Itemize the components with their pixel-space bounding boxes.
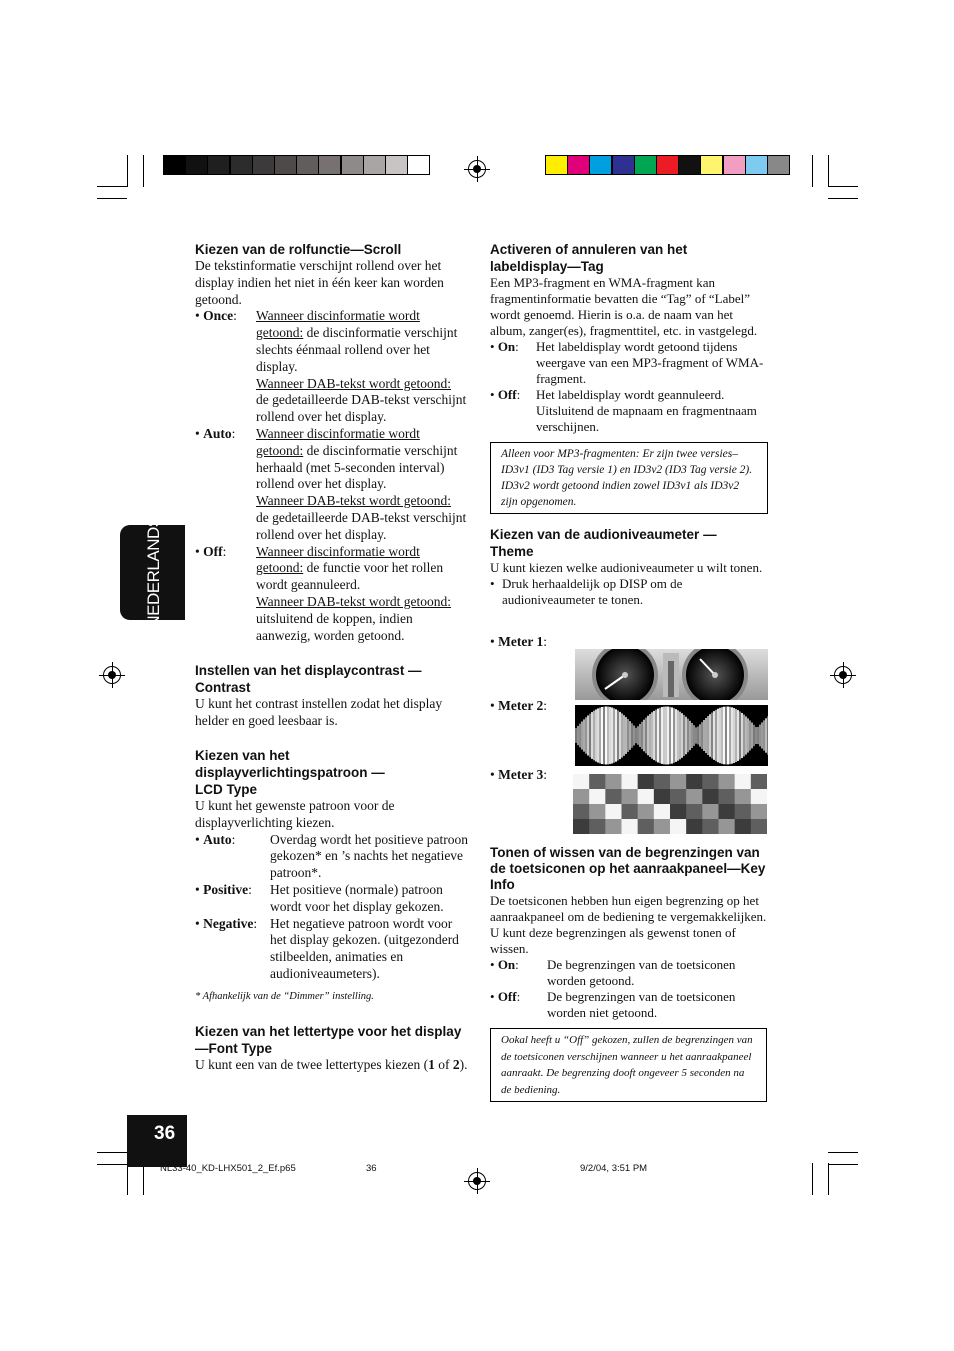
option-text: Overdag wordt het positieve patroon gekozen* en ’s nachts het negatieve patroon*. (270, 831, 468, 881)
waveform-bar (673, 708, 675, 763)
waveform-bar (707, 716, 709, 755)
font-text: U kunt een van de twee lettertypes kiezen (1 of 2). (195, 1057, 468, 1073)
meter-block (670, 774, 687, 790)
waveform-bar (703, 720, 705, 751)
waveform-bar (617, 710, 619, 760)
meter-block (719, 789, 736, 805)
waveform-bar (587, 715, 589, 755)
meter-block (605, 804, 622, 820)
waveform-bar (657, 709, 659, 763)
gray-swatch (363, 155, 386, 175)
waveform-bar (609, 707, 611, 764)
gray-swatch (163, 155, 186, 175)
waveform-bar (655, 710, 657, 762)
waveform-bar (589, 714, 591, 758)
meter-block (735, 789, 752, 805)
meter-block (622, 789, 639, 805)
waveform-bar (767, 716, 768, 754)
option-cond: Wanneer discinformatie wordt getoond: (256, 425, 420, 458)
meter-block (638, 774, 655, 790)
waveform-bar (749, 720, 751, 750)
gray-swatch (318, 155, 341, 175)
gray-swatch (207, 155, 230, 175)
tag-option-on: • On: Het labeldisplay wordt getoond tijdens weergave van een MP3-fragment of WMA-fragment. (490, 339, 764, 386)
theme-bullet: • Druk herhaaldelijk op DISP om de audioniveaumeter te tonen. (490, 576, 683, 607)
option-text: de gedetailleerde DAB-tekst verschijnt rollend over het display. (256, 509, 467, 542)
registration-mark-bottom-icon (468, 1172, 486, 1190)
color-swatch (589, 155, 612, 175)
scroll-heading: Kiezen van de rolfunctie—Scroll (195, 242, 402, 257)
meter-block (670, 789, 687, 805)
waveform-bar (581, 721, 583, 749)
option-text: uitsluitend de koppen, indien aanwezig, worden getoond. (256, 610, 413, 643)
meter-block (638, 789, 655, 805)
option-text: de functie voor het rollen wordt geannuleerd. (256, 560, 444, 593)
meter-block (751, 819, 767, 834)
option-text: De begrenzingen van de toetsiconen worden niet getoond. (547, 989, 736, 1020)
option-cond: Wanneer DAB-tekst wordt getoond: (256, 493, 451, 509)
waveform-bar (623, 715, 625, 756)
meter-block (622, 804, 639, 820)
waveform-bar (591, 712, 593, 759)
waveform-bar (735, 709, 737, 762)
waveform-bar (605, 707, 607, 765)
waveform-bar (765, 718, 767, 752)
gray-swatch (274, 155, 297, 175)
waveform-bar (625, 717, 627, 754)
meter-block (589, 774, 606, 790)
option-text: De begrenzingen van de toetsiconen worden getoond. (547, 957, 736, 988)
waveform-bar (697, 727, 699, 745)
meter-block (735, 774, 752, 790)
contrast-text: U kunt het contrast instellen zodat het display helder en goed leesbaar is. (195, 696, 443, 729)
meter-block (735, 819, 752, 834)
meter-block (702, 804, 719, 820)
waveform-bar (753, 725, 755, 746)
meter-2-image (575, 705, 768, 766)
tag-note: Alleen voor MP3-fragmenten: Er zijn twee versies– ID3v1 (ID3 Tag versie 1) en ID3v2 (ID3 Tag versie 2). ID3v2 wordt getoond indien zowel ID3v1 als ID3v2 zijn opgenomen. (490, 442, 768, 514)
lcd-heading: Kiezen van het displayverlichtingspatroon —LCD Type (195, 747, 385, 797)
waveform-bar (685, 717, 687, 755)
lcd-option-auto: • Auto: Overdag wordt het positieve patroon gekozen* en ’s nachts het negatieve patroon*. (195, 831, 468, 881)
meter-block (573, 789, 590, 805)
option-text: Het positieve (normale) patroon wordt voor het display gekozen. (270, 881, 444, 914)
waveform-bar (687, 719, 689, 753)
waveform-bar (583, 719, 585, 751)
meter-block (654, 819, 671, 834)
waveform-bar (653, 711, 655, 760)
scroll-option-off: • Off: Wanneer discinformatie wordt getoond: de functie voor het rollen wordt geannuleerd. Wanneer DAB-tekst wordt getoond: uitsluitend de koppen, indien aanwezig, worden getoond. (195, 543, 451, 643)
waveform-bar (747, 718, 749, 752)
waveform-bar (677, 710, 679, 760)
option-cond: Wanneer discinformatie wordt getoond: (256, 308, 420, 341)
waveform-bar (659, 708, 661, 764)
option-key: Auto (203, 831, 232, 847)
waveform-bar (635, 728, 637, 744)
waveform-bar (647, 716, 649, 756)
waveform-bar (629, 721, 631, 750)
registration-mark-top-icon (468, 160, 486, 178)
waveform-bar (721, 707, 723, 764)
meter-block (605, 789, 622, 805)
waveform-bar (701, 722, 703, 749)
scroll-intro: De tekstinformatie verschijnt rollend over het display indien het niet in één keer kan worden getoond. (195, 258, 444, 307)
scroll-option-auto: • Auto: Wanneer discinformatie wordt getoond: de discinformatie verschijnt herhaald (met 5-seconden interval) rollend over het display. Wanneer DAB-tekst wordt getoond: de gedetailleerde DAB-tekst verschijnt rollend over het display. (195, 425, 467, 542)
waveform-bar (639, 724, 641, 747)
waveform-bar (681, 713, 683, 758)
meter-block (719, 774, 736, 790)
registration-mark-right-icon (834, 666, 852, 684)
waveform-bar (679, 712, 681, 760)
contrast-heading: Instellen van het displaycontrast —Contrast (195, 663, 422, 696)
waveform-bar (633, 726, 635, 746)
option-key: Off (497, 387, 517, 402)
waveform-bar (575, 728, 577, 743)
waveform-bar (597, 708, 599, 762)
keyinfo-note: Ookal heeft u “Off” gekozen, zullen de begrenzingen van de toetsiconen verschijnen wanneer u het aanraakpaneel aanraakt. De begrenzing dooft ongeveer 5 seconden na de bediening. (490, 1028, 767, 1102)
waveform-bar (725, 707, 727, 765)
theme-heading: Kiezen van de audioniveaumeter —Theme (490, 527, 717, 559)
right-column (490, 241, 770, 608)
gray-swatch (385, 155, 408, 175)
waveform-bar (729, 707, 731, 764)
color-swatch (700, 155, 723, 175)
waveform-bar (585, 717, 587, 753)
waveform-bar (695, 727, 697, 743)
meter-block (686, 774, 703, 790)
option-text: Het labeldisplay wordt getoond tijdens weergave van een MP3-fragment of WMA-fragment. (536, 339, 764, 386)
option-key: Off (203, 543, 223, 559)
left-column (195, 241, 470, 1074)
gray-swatch (252, 155, 275, 175)
theme-intro: U kunt kiezen welke audioniveaumeter u wilt tonen. (490, 560, 763, 575)
waveform-bar (637, 726, 639, 745)
meter-block (670, 804, 687, 820)
option-key: On (497, 957, 516, 972)
page-number: 36 (154, 1123, 176, 1144)
waveform-bar (627, 719, 629, 752)
lcd-option-negative: • Negative: Het negatieve patroon wordt voor het display gekozen. (uitgezonderd stilbeelden, animaties en audioniveaumeters). (195, 915, 459, 981)
meter-block (605, 774, 622, 790)
meter-block (573, 774, 590, 790)
meter-block (702, 789, 719, 805)
option-key: Positive (203, 881, 249, 897)
waveform-bar (663, 707, 665, 765)
waveform-bar (727, 707, 729, 765)
meter-block (702, 819, 719, 834)
tag-intro: Een MP3-fragment en WMA-fragment kan fragmentinformatie bevatten die “Tag” of “Label” wordt genoemd. Hierin is o.a. de naam van het album, zanger(es), fragmenttitel, etc. in vastgelegd. (490, 275, 758, 338)
waveform-bar (715, 710, 717, 761)
option-cond: Wanneer DAB-tekst wordt getoond: (256, 593, 451, 609)
font-heading: Kiezen van het lettertype voor het display—Font Type (195, 1024, 462, 1057)
waveform-bar (691, 723, 693, 748)
meter-block (654, 804, 671, 820)
waveform-bar (667, 707, 669, 765)
waveform-bar (579, 724, 581, 748)
waveform-bar (611, 707, 613, 763)
keyinfo-section (490, 845, 770, 1102)
waveform-bar (711, 713, 713, 759)
option-key: Off (497, 989, 517, 1004)
option-cond: Wanneer discinformatie wordt getoond: (256, 543, 420, 576)
waveform-bar (699, 724, 701, 746)
waveform-bar (649, 714, 651, 757)
option-text: Het labeldisplay wordt geannuleerd. Uitsluitend de mapnaam en fragmentnaam verschijnen. (536, 387, 757, 434)
option-cond: Wanneer DAB-tekst wordt getoond: (256, 375, 451, 391)
meter-block (589, 789, 606, 805)
meter-block (589, 819, 606, 834)
scroll-option-once: • Once: Wanneer discinformatie wordt getoond: de discinformatie verschijnt slechts éénmaal rollend over het display. Wanneer DAB-tekst wordt getoond: de gedetailleerde DAB-tekst verschijnt rollend over het display. (195, 308, 467, 425)
gray-swatch (230, 155, 253, 175)
waveform-bar (577, 726, 579, 745)
waveform-bar (613, 708, 615, 762)
waveform-bar (757, 727, 759, 744)
keyinfo-p2: U kunt deze begrenzingen als gewenst tonen of wissen. (490, 925, 736, 956)
lcd-intro: U kunt het gewenste patroon voor de displayverlichting kiezen. (195, 797, 395, 830)
meter-block (638, 804, 655, 820)
waveform-bar (651, 712, 653, 758)
waveform-bar (763, 720, 765, 750)
waveform-bar (737, 710, 739, 761)
footer-page: 36 (366, 1163, 377, 1174)
option-text: de discinformatie verschijnt slechts éénmaal rollend over het display. (256, 325, 458, 374)
meter-block (735, 804, 752, 820)
option-key: Once (203, 308, 234, 324)
waveform-bar (731, 707, 733, 763)
meter-block (573, 804, 590, 820)
color-swatch (767, 155, 790, 175)
page-number-box (127, 1115, 187, 1167)
waveform-bar (671, 707, 673, 763)
waveform-bar (641, 722, 643, 749)
waveform-bar (621, 713, 623, 757)
option-key: Negative (203, 915, 254, 931)
color-swatch (656, 155, 679, 175)
gray-swatch (407, 155, 430, 175)
waveform-bar (619, 712, 621, 759)
meter-1-label: • Meter 1: (490, 634, 547, 649)
meter-block (702, 774, 719, 790)
meter-block (686, 819, 703, 834)
meter-1-image (575, 649, 768, 700)
waveform-bar (713, 711, 715, 760)
meter-block (719, 819, 736, 834)
waveform-bar (601, 707, 603, 764)
meter-2-label: • Meter 2: (490, 698, 547, 713)
waveform-bar (669, 707, 671, 764)
waveform-bar (723, 707, 725, 765)
keyinfo-p1: De toetsiconen hebben hun eigen begrenzing op het aanraakpaneel om de bediening te vergemakkelijken. (490, 893, 767, 924)
color-swatch (678, 155, 701, 175)
color-swatch (634, 155, 657, 175)
waveform-bar (743, 715, 745, 757)
waveform-bar (603, 707, 605, 765)
option-text: de discinformatie verschijnt herhaald (met 5-seconden interval) rollend over het display. (256, 442, 458, 492)
meter-block (751, 774, 767, 790)
tag-heading: Activeren of annuleren van het labeldisplay—Tag (490, 242, 688, 274)
lcd-option-positive: • Positive: Het positieve (normale) patroon wordt voor het display gekozen. (195, 881, 444, 914)
waveform-bar (745, 716, 747, 754)
waveform-bar (759, 725, 761, 747)
meter-block (589, 804, 606, 820)
registration-mark-left-icon (103, 666, 121, 684)
meter-3-image (573, 774, 767, 834)
keyinfo-option-off: • Off: De begrenzingen van de toetsiconen worden niet getoond. (490, 989, 736, 1020)
waveform-bar (683, 715, 685, 756)
lcd-footnote: * Afhankelijk van de “Dimmer” instelling. (195, 990, 374, 1002)
footer-file: NL33-40_KD-LHX501_2_Ef.p65 (160, 1163, 296, 1174)
option-key: Auto (203, 425, 232, 441)
meter-block (654, 774, 671, 790)
color-swatch (723, 155, 746, 175)
color-swatch (612, 155, 635, 175)
meter-block (622, 819, 639, 834)
option-text: de gedetailleerde DAB-tekst verschijnt rollend over het display. (256, 392, 467, 425)
meter-block (719, 804, 736, 820)
waveform-bar (665, 707, 667, 765)
meter-block (622, 774, 639, 790)
waveform-bar (717, 709, 719, 763)
color-swatch (745, 155, 768, 175)
color-swatch (567, 155, 590, 175)
meter-block (654, 789, 671, 805)
option-key: On (497, 339, 516, 354)
waveform-bar (709, 714, 711, 757)
waveform-bar (631, 723, 633, 747)
meter-block (670, 819, 687, 834)
keyinfo-option-on: • On: De begrenzingen van de toetsiconen worden getoond. (490, 957, 736, 988)
waveform-bar (755, 727, 757, 744)
waveform-bar (645, 718, 647, 754)
gray-swatch (185, 155, 208, 175)
waveform-bar (741, 713, 743, 758)
waveform-bar (595, 709, 597, 761)
meter-block (686, 789, 703, 805)
tag-option-off: • Off: Het labeldisplay wordt geannuleerd. Uitsluitend de mapnaam en fragmentnaam verschijnen. (490, 387, 757, 434)
waveform-bar (615, 709, 617, 761)
waveform-bar (733, 708, 735, 763)
waveform-bar (719, 708, 721, 763)
waveform-bar (593, 711, 595, 761)
color-swatch (545, 155, 568, 175)
meter-block (751, 804, 767, 820)
waveform-bar (675, 709, 677, 762)
keyinfo-heading: Tonen of wissen van de begrenzingen van de toetsiconen op het aanraakpaneel—Key Info (490, 845, 766, 892)
waveform-bar (661, 707, 663, 764)
footer-date: 9/2/04, 3:51 PM (580, 1163, 648, 1174)
meter-block (605, 819, 622, 834)
gray-swatch (296, 155, 319, 175)
waveform-bar (643, 720, 645, 752)
meter-block (573, 819, 590, 834)
waveform-bar (739, 711, 741, 759)
meter-block (638, 819, 655, 834)
side-tab-label: NEDERLANDS (144, 516, 163, 628)
waveform-bar (751, 723, 753, 749)
waveform-bar (689, 721, 691, 750)
option-text: Het negatieve patroon wordt voor het display gekozen. (uitgezonderd stilbeelden, animaties en audioniveaumeters). (270, 915, 459, 981)
waveform-bar (761, 722, 763, 748)
meter-block (751, 789, 767, 805)
language-side-tab (120, 516, 185, 628)
gray-swatch (341, 155, 364, 175)
waveform-bar (705, 718, 707, 753)
waveform-bar (599, 708, 601, 764)
meter-block (686, 804, 703, 820)
meter-3-label: • Meter 3: (490, 767, 547, 782)
waveform-bar (607, 707, 609, 765)
waveform-bar (693, 725, 695, 746)
